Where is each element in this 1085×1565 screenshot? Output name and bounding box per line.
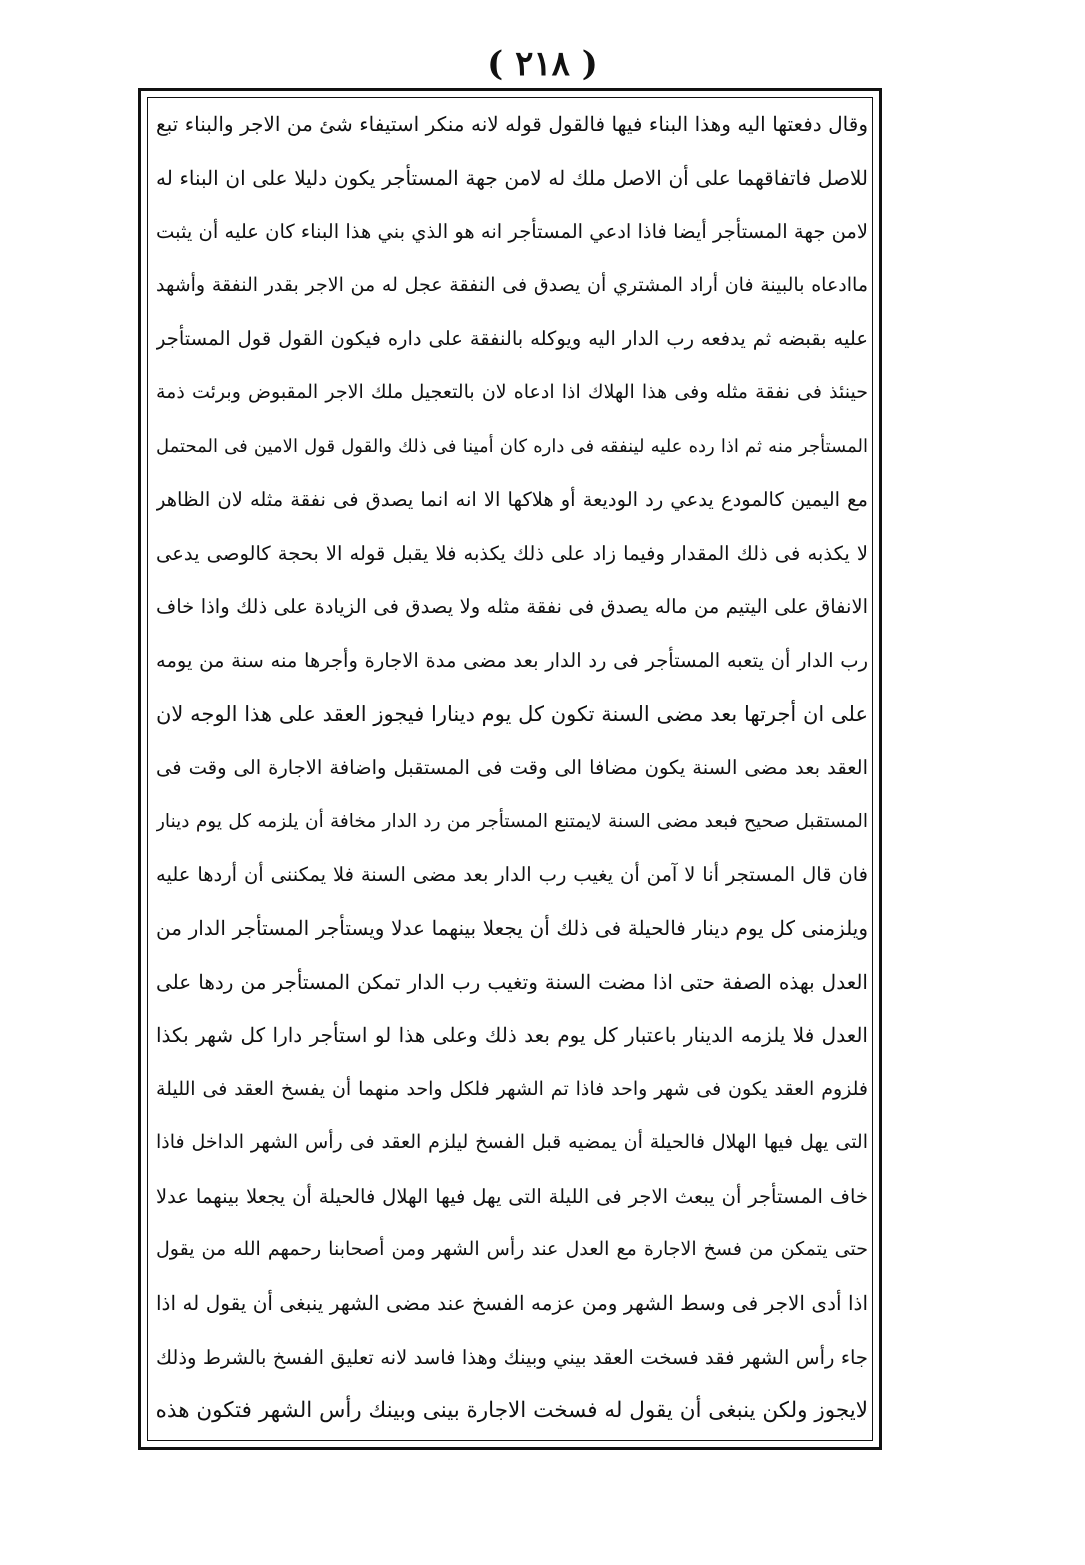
text-line: وقال دفعتها اليه وهذا البناء فيها فالقول قوله لانه منكر استيفاء شئ من الاجر والبناء تبع bbox=[156, 112, 868, 136]
text-line: اذا أدى الاجر فى وسط الشهر ومن عزمه الفسخ عند مضى الشهر ينبغى أن يقول له اذا bbox=[156, 1291, 868, 1316]
body-text bbox=[156, 98, 868, 1438]
text-line: ماادعاه بالبينة فان أراد المشتري أن يصدق فى النفقة عجل له من الاجر بقدر النفقة وأشهد bbox=[156, 273, 868, 296]
text-line: جاء رأس الشهر فقد فسخت العقد بيني وبينك وهذا فاسد لانه تعليق الفسخ بالشرط وذلك bbox=[156, 1345, 868, 1369]
text-line: خاف المستأجر أن يبعث الاجر فى الليلة التى يهل فيها الهلال فالحيلة أن يجعلا بينهما عدلا bbox=[156, 1184, 868, 1208]
text-line: فان قال المستجر أنا لا آمن أن يغيب رب الدار بعد مضى السنة فلا يمكننى أن أردها عليه bbox=[156, 863, 868, 887]
text-line: العدل فلا يلزمه الدينار باعتبار كل يوم بعد ذلك وعلى هذا لو استأجر دارا كل شهر بكذا bbox=[156, 1023, 868, 1048]
text-line: الانفاق على اليتيم من ماله يصدق فى نفقة مثله ولا يصدق فى الزيادة على ذلك واذا خاف bbox=[156, 595, 868, 619]
text-line: التى يهل فيها الهلال فالحيلة أن يمضيه قبل الفسخ ليلزم العقد فى رأس الشهر الداخل فاذا bbox=[156, 1131, 868, 1154]
text-line: مع اليمين كالمودع يدعي رد الوديعة أو هلاكها الا انه انما يصدق فى نفقة مثله لان الظاهر bbox=[156, 488, 868, 512]
text-line: لايجوز ولكن ينبغى أن يقول له فسخت الاجارة بينى وبينك رأس الشهر فتكون هذه bbox=[156, 1398, 868, 1424]
page-number: ( ٢١٨ ) bbox=[487, 44, 598, 84]
text-line: حتى يتمكن من فسخ الاجارة مع العدل عند رأس الشهر ومن أصحابنا رحمهم الله من يقول bbox=[156, 1238, 868, 1261]
text-line: المستقبل صحيح فبعد مضى السنة لايمتنع المستأجر من رد الدار مخافة أن يلزمه كل يوم دينار bbox=[156, 810, 868, 832]
text-line: للاصل فاتفاقهما على أن الاصل ملك له لامن جهة المستأجر يكون دليلا على ان البناء له bbox=[156, 165, 868, 190]
text-line: عليه بقبضه ثم يدفعه رب الدار اليه ويوكله بالنفقة على داره فيكون القول قول المستأجر bbox=[156, 327, 868, 351]
text-line: رب الدار أن يتعبه المستأجر فى رد الدار بعد مضى مدة الاجارة وأجرها منه سنة من يومه bbox=[156, 648, 868, 672]
text-line: فلزوم العقد يكون فى شهر واحد فاذا تم الشهر فلكل واحد منهما أن يفسخ العقد فى الليلة bbox=[156, 1077, 868, 1100]
text-line: العدل بهذه الصفة حتى اذا مضت السنة وتغيب رب الدار تمكن المستأجر من ردها على bbox=[156, 969, 868, 994]
text-line: لامن جهة المستأجر أيضا فاذا ادعي المستأجر انه هو الذي بني هذا البناء كان عليه أن يثبت bbox=[156, 220, 868, 244]
text-line: العقد بعد مضى السنة يكون مضافا الى وقت فى المستقبل واضافة الاجارة الى وقت فى bbox=[156, 756, 868, 780]
text-line: لا يكذبه فى ذلك المقدار وفيما زاد على ذلك يكذبه فلا يقبل قوله الا بحجة كالوصى يدعى bbox=[156, 541, 868, 565]
text-line: على ان أجرتها بعد مضى السنة تكون كل يوم دينارا فيجوز العقد على هذا الوجه لان bbox=[156, 701, 868, 726]
text-line: ويلزمنى كل يوم دينار فالحيلة فى ذلك أن يجعلا بينهما عدلا ويستأجر المستأجر الدار من bbox=[156, 915, 868, 940]
text-line: حينئذ فى نفقة مثله وفى هذا الهلاك اذا ادعاه لان بالتعجيل ملك الاجر المقبوض وبرئت ذمة bbox=[156, 380, 868, 403]
text-line: المستأجر منه ثم اذا رده عليه لينفقه فى داره كان أمينا فى ذلك والقول قول الامين فى المحتمل bbox=[156, 435, 868, 457]
